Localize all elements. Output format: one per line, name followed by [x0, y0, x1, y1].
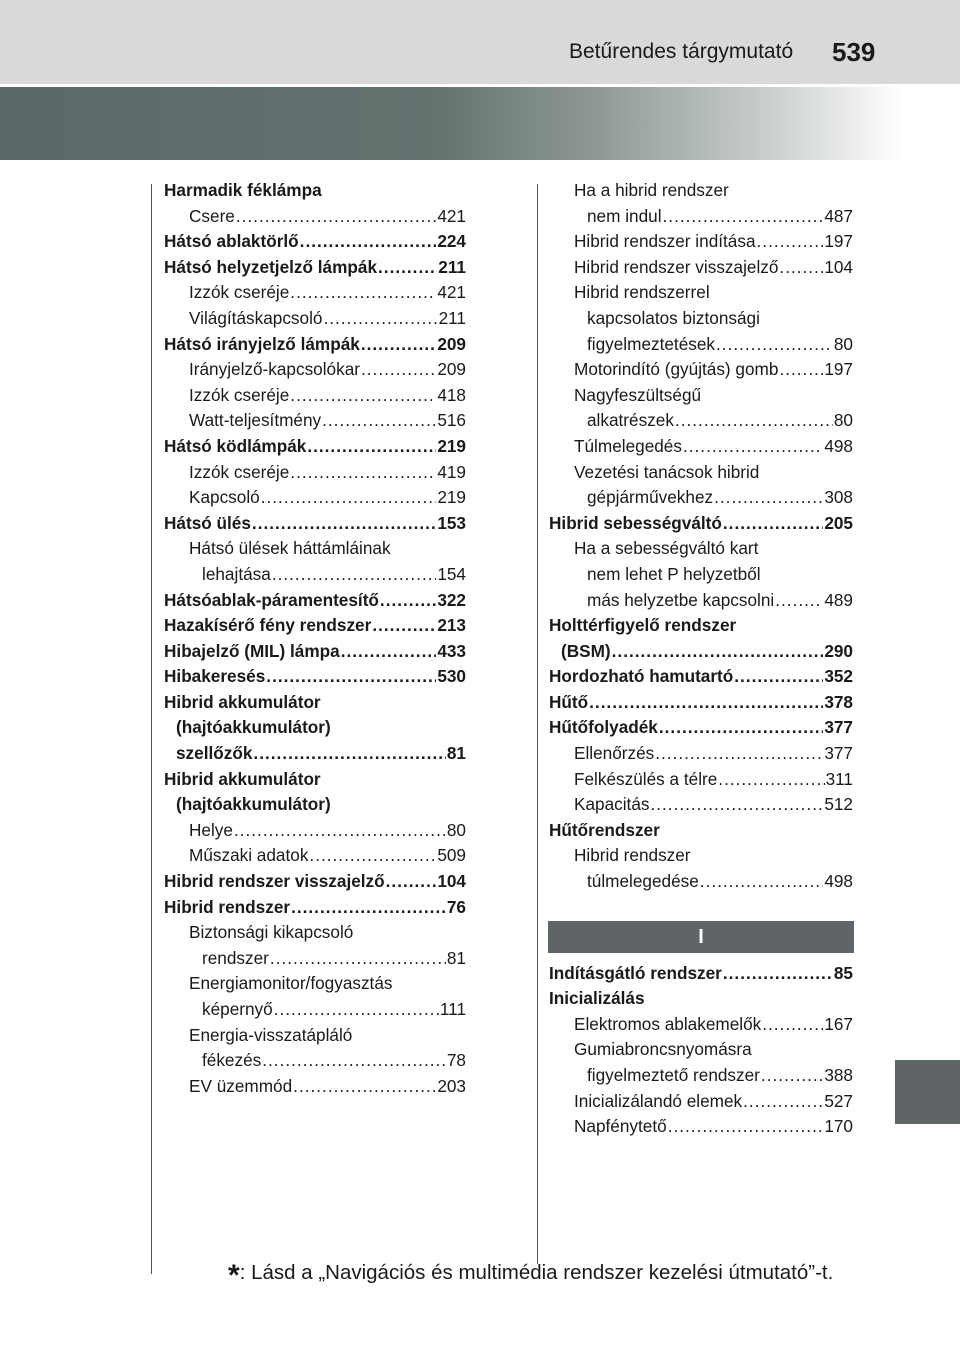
page-number: 539 — [832, 37, 876, 67]
index-entry — [549, 792, 853, 818]
entry-term: Nagyfeszültségű — [574, 384, 702, 405]
index-entry — [549, 229, 853, 255]
index-entry — [549, 204, 853, 230]
entry-page-number: 378 — [824, 691, 853, 712]
entry-term: figyelmeztető rendszer — [587, 1065, 760, 1085]
dot-leader — [300, 229, 437, 255]
entry-term: Izzók cseréje — [189, 384, 290, 405]
dot-leader — [341, 639, 437, 665]
index-entry — [549, 588, 853, 614]
dot-leader — [663, 204, 824, 230]
entry-term: Hazakísérő fény rendszer — [164, 615, 372, 636]
entry-term: Hibrid rendszer visszajelző — [574, 256, 779, 277]
index-entry — [549, 639, 853, 665]
dot-leader — [378, 255, 437, 281]
index-entry — [164, 818, 466, 844]
entry-page-number: 498 — [824, 435, 853, 456]
entry-term: Energiamonitor/fogyasztás — [189, 973, 393, 994]
dot-leader — [683, 434, 823, 460]
index-entry — [549, 1063, 853, 1089]
index-entry — [164, 511, 466, 537]
entry-term: Hátsóablak-páramentesítő — [164, 589, 379, 610]
dot-leader — [323, 306, 437, 332]
dot-leader — [307, 434, 436, 460]
entry-term: nem indul — [587, 205, 662, 226]
entry-page-number: 530 — [437, 666, 466, 687]
entry-term: Helye — [189, 819, 233, 840]
index-entry — [164, 357, 466, 383]
index-entry — [164, 920, 466, 946]
entry-page-number: 80 — [833, 333, 853, 354]
entry-page-number: 78 — [446, 1050, 466, 1071]
entry-term: Harmadik féklámpa — [164, 180, 322, 200]
entry-term: Világításkapcsoló — [189, 307, 323, 328]
index-entry — [164, 1048, 466, 1074]
entry-page-number: 80 — [833, 410, 853, 431]
entry-page-number: 81 — [446, 947, 466, 968]
entry-term: Vezetési tanácsok hibrid — [574, 461, 760, 482]
index-entry — [549, 485, 853, 511]
entry-page-number: 290 — [824, 640, 853, 661]
entry-term: más helyzetbe kapcsolni — [587, 589, 775, 610]
entry-term: Ha a hibrid rendszer — [574, 180, 729, 200]
index-entry — [164, 715, 466, 741]
entry-page-number: 170 — [824, 1116, 853, 1137]
dot-leader — [714, 485, 823, 511]
dot-leader — [612, 639, 824, 665]
entry-page-number: 211 — [438, 256, 466, 277]
index-entry — [164, 690, 466, 716]
entry-term: Izzók cseréje — [189, 282, 290, 303]
dot-leader — [761, 1063, 823, 1089]
index-entry — [549, 690, 853, 716]
entry-term: Ha a sebességváltó kart — [574, 538, 759, 559]
index-entry — [164, 332, 466, 358]
entry-term: nem lehet P helyzetből — [587, 563, 761, 584]
entry-page-number: 377 — [824, 743, 853, 764]
entry-term: Hűtőfolyadék — [549, 717, 658, 738]
entry-term: Inicializálás — [549, 988, 645, 1009]
header-banner — [0, 87, 960, 160]
entry-page-number: 418 — [437, 384, 466, 405]
index-entry — [164, 639, 466, 665]
entry-term: Energia-visszatápláló — [189, 1024, 353, 1045]
dot-leader — [716, 332, 833, 358]
entry-term: Hibrid akkumulátor — [164, 691, 321, 712]
dot-leader — [290, 460, 436, 486]
entry-term: Hátsó ülések háttámláinak — [189, 538, 391, 559]
entry-page-number: 433 — [437, 640, 466, 661]
entry-term: fékezés — [202, 1050, 262, 1071]
dot-leader — [234, 818, 446, 844]
entry-page-number: 377 — [824, 717, 853, 738]
entry-term: alkatrészek — [587, 410, 674, 431]
index-entry — [549, 1114, 853, 1140]
dot-leader — [309, 843, 436, 869]
entry-term: Csere — [189, 205, 235, 226]
entry-page-number: 213 — [437, 615, 466, 636]
dot-leader — [589, 690, 823, 716]
entry-term: kapcsolatos biztonsági — [587, 307, 760, 328]
entry-term: Túlmelegedés — [574, 435, 682, 456]
entry-page-number: 211 — [438, 307, 466, 328]
entry-term: Hibrid akkumulátor — [164, 768, 321, 789]
dot-leader — [762, 1012, 823, 1038]
dot-leader — [290, 383, 436, 409]
index-entry — [164, 280, 466, 306]
entry-page-number: 203 — [437, 1075, 466, 1096]
entry-term: Hibrid rendszerrel — [574, 282, 710, 303]
header-bar — [0, 0, 960, 84]
section-header-i: I — [548, 921, 854, 953]
index-entry — [549, 460, 853, 486]
index-entry — [164, 255, 466, 281]
entry-page-number: 421 — [437, 282, 466, 303]
dot-leader — [322, 408, 436, 434]
index-entry — [549, 383, 853, 409]
entry-page-number: 419 — [437, 461, 466, 482]
index-entry — [164, 741, 466, 767]
entry-page-number: 104 — [824, 256, 853, 277]
entry-term: rendszer — [202, 947, 269, 968]
entry-page-number: 527 — [824, 1090, 853, 1111]
index-group-i — [549, 961, 853, 1140]
dot-leader — [361, 332, 436, 358]
entry-page-number: 219 — [437, 487, 466, 508]
index-entry — [549, 178, 853, 204]
index-entry — [164, 383, 466, 409]
dot-leader — [700, 869, 824, 895]
dot-leader — [757, 229, 824, 255]
index-entry — [164, 997, 466, 1023]
entry-term: Izzók cseréje — [189, 461, 290, 482]
index-entry — [549, 843, 853, 869]
index-entry — [164, 895, 466, 921]
index-entry — [549, 408, 853, 434]
dot-leader — [236, 204, 436, 230]
entry-term: Inicializálandó elemek — [574, 1090, 743, 1111]
index-entry — [549, 434, 853, 460]
index-entry — [549, 664, 853, 690]
entry-page-number: 219 — [437, 435, 466, 456]
dot-leader — [272, 562, 437, 588]
index-entry — [549, 255, 853, 281]
dot-leader — [779, 255, 823, 281]
entry-page-number: 153 — [437, 512, 466, 533]
index-entry — [164, 434, 466, 460]
index-entry — [549, 741, 853, 767]
entry-term: Műszaki adatok — [189, 845, 309, 866]
index-entry — [164, 562, 466, 588]
entry-term: Motorindító (gyújtás) gomb — [574, 359, 779, 380]
entry-term: Napfénytető — [574, 1116, 667, 1137]
dot-leader — [274, 997, 439, 1023]
entry-term: Hátsó ülés — [164, 512, 251, 533]
entry-page-number: 308 — [824, 487, 853, 508]
entry-term: Hibrid rendszer visszajelző — [164, 871, 385, 892]
index-column-right — [549, 178, 853, 1140]
entry-term: Hátsó ködlámpák — [164, 435, 307, 456]
index-entry — [164, 204, 466, 230]
index-entry — [549, 961, 853, 987]
index-entry — [164, 460, 466, 486]
entry-term: Holttérfigyelő rendszer — [549, 615, 737, 636]
entry-term: EV üzemmód — [189, 1075, 293, 1096]
entry-page-number: 104 — [437, 871, 466, 892]
dot-leader — [668, 1114, 824, 1140]
dot-leader — [291, 895, 446, 921]
entry-term: Kapacitás — [574, 794, 650, 815]
entry-page-number: 85 — [833, 962, 853, 983]
footnote — [228, 1259, 833, 1293]
dot-leader — [270, 946, 446, 972]
dot-leader — [659, 715, 823, 741]
entry-page-number: 311 — [825, 768, 853, 789]
index-entry — [164, 946, 466, 972]
dot-leader — [293, 1074, 436, 1100]
entry-page-number: 322 — [437, 589, 466, 610]
entry-term: Biztonsági kikapcsoló — [189, 922, 354, 943]
index-entry — [164, 767, 466, 793]
entry-page-number: 487 — [824, 205, 853, 226]
entry-page-number: 154 — [437, 563, 466, 584]
dot-leader — [361, 357, 436, 383]
entry-term: Hűtő — [549, 691, 589, 712]
entry-page-number: 81 — [446, 743, 466, 764]
index-entry — [164, 536, 466, 562]
entry-term: Hibajelző (MIL) lámpa — [164, 640, 340, 661]
entry-term: (BSM) — [561, 640, 611, 661]
entry-term: Ellenőrzés — [574, 743, 655, 764]
index-entry — [164, 843, 466, 869]
entry-page-number: 489 — [824, 589, 853, 610]
entry-term: Kapcsoló — [189, 487, 260, 508]
entry-term: Elektromos ablakemelők — [574, 1013, 762, 1034]
index-entry — [164, 408, 466, 434]
index-entry — [164, 1074, 466, 1100]
index-entry — [164, 792, 466, 818]
entry-term: gépjárművekhez — [587, 487, 714, 508]
index-entry — [549, 511, 853, 537]
dot-leader — [650, 792, 823, 818]
entry-page-number: 197 — [824, 231, 853, 252]
footnote-text: : Lásd a „Navigációs és multimédia rendszer kezelési útmutató”-t. — [239, 1261, 834, 1284]
thumb-index-tab — [895, 1060, 960, 1124]
dot-leader — [734, 664, 823, 690]
entry-term: Hibrid rendszer — [164, 896, 291, 917]
dot-leader — [386, 869, 437, 895]
index-column-left — [164, 178, 466, 1099]
entry-term: Hibakeresés — [164, 666, 266, 687]
entry-term: (hajtóakkumulátor) — [176, 794, 331, 815]
dot-leader — [675, 408, 833, 434]
entry-page-number: 111 — [439, 999, 466, 1019]
dot-leader — [252, 511, 436, 537]
index-entry — [164, 664, 466, 690]
entry-page-number: 388 — [824, 1065, 853, 1085]
dot-leader — [775, 588, 823, 614]
index-entry — [164, 178, 466, 204]
index-entry — [549, 280, 853, 306]
index-entry — [549, 986, 853, 1012]
entry-term: Gumiabroncsnyomásra — [574, 1039, 752, 1060]
entry-term: Hátsó helyzetjelző lámpák — [164, 256, 378, 277]
entry-term: lehajtása — [202, 563, 271, 584]
entry-page-number: 197 — [824, 359, 853, 380]
index-entry — [164, 613, 466, 639]
entry-page-number: 76 — [446, 896, 466, 917]
index-entry — [549, 869, 853, 895]
index-entry — [549, 1089, 853, 1115]
entry-page-number: 224 — [437, 231, 466, 252]
entry-term: Indításgátló rendszer — [549, 962, 722, 983]
index-entry — [164, 485, 466, 511]
entry-term: Hűtőrendszer — [549, 819, 660, 840]
index-entry — [549, 357, 853, 383]
entry-term: Hátsó ablaktörlő — [164, 231, 299, 252]
index-entry — [549, 767, 853, 793]
entry-term: Hibrid rendszer — [574, 845, 691, 866]
index-entry — [549, 332, 853, 358]
entry-page-number: 509 — [437, 845, 466, 866]
dot-leader — [380, 588, 436, 614]
index-entry — [164, 971, 466, 997]
index-entry — [549, 613, 853, 639]
index-entry — [164, 1023, 466, 1049]
index-entry — [549, 818, 853, 844]
dot-leader — [655, 741, 823, 767]
entry-page-number: 167 — [824, 1013, 853, 1034]
entry-term: figyelmeztetések — [587, 333, 716, 354]
index-entry — [164, 229, 466, 255]
index-entry — [549, 1012, 853, 1038]
entry-term: Felkészülés a télre — [574, 768, 718, 789]
entry-page-number: 209 — [437, 359, 466, 380]
index-group-h — [549, 178, 853, 895]
dot-leader — [266, 664, 436, 690]
entry-page-number: 512 — [824, 794, 853, 815]
dot-leader — [372, 613, 436, 639]
column-rule-middle — [537, 184, 538, 1264]
dot-leader — [253, 741, 445, 767]
entry-page-number: 80 — [446, 819, 466, 840]
index-entry — [549, 562, 853, 588]
index-entry — [549, 1037, 853, 1063]
entry-term: Irányjelző-kapcsolókar — [189, 359, 360, 380]
index-entry — [164, 306, 466, 332]
entry-page-number: 209 — [437, 333, 466, 354]
entry-term: Hordozható hamutartó — [549, 666, 734, 687]
entry-term: szellőzők — [176, 743, 253, 764]
entry-page-number: 205 — [824, 512, 853, 533]
column-rule-left — [151, 184, 152, 1274]
entry-term: (hajtóakkumulátor) — [176, 717, 331, 738]
index-entry — [164, 588, 466, 614]
entry-term: Hibrid rendszer indítása — [574, 231, 756, 252]
dot-leader — [723, 511, 823, 537]
entry-page-number: 421 — [437, 205, 466, 226]
dot-leader — [779, 357, 823, 383]
entry-page-number: 516 — [437, 410, 466, 431]
entry-term: képernyő — [202, 999, 273, 1019]
index-entry — [549, 536, 853, 562]
index-entry — [549, 715, 853, 741]
dot-leader — [743, 1089, 823, 1115]
entry-term: Hibrid sebességváltó — [549, 512, 722, 533]
index-entry — [549, 306, 853, 332]
entry-term: túlmelegedése — [587, 871, 699, 892]
dot-leader — [290, 280, 436, 306]
index-entry — [164, 869, 466, 895]
entry-page-number: 498 — [824, 871, 853, 892]
dot-leader — [262, 1048, 446, 1074]
entry-page-number: 352 — [824, 666, 853, 687]
dot-leader — [718, 767, 824, 793]
header-title: Betűrendes tárgymutató — [569, 40, 794, 63]
footnote-marker: * — [228, 1259, 240, 1292]
dot-leader — [723, 961, 833, 987]
entry-term: Hátsó irányjelző lámpák — [164, 333, 360, 354]
dot-leader — [261, 485, 437, 511]
entry-term: Watt-teljesítmény — [189, 410, 322, 431]
